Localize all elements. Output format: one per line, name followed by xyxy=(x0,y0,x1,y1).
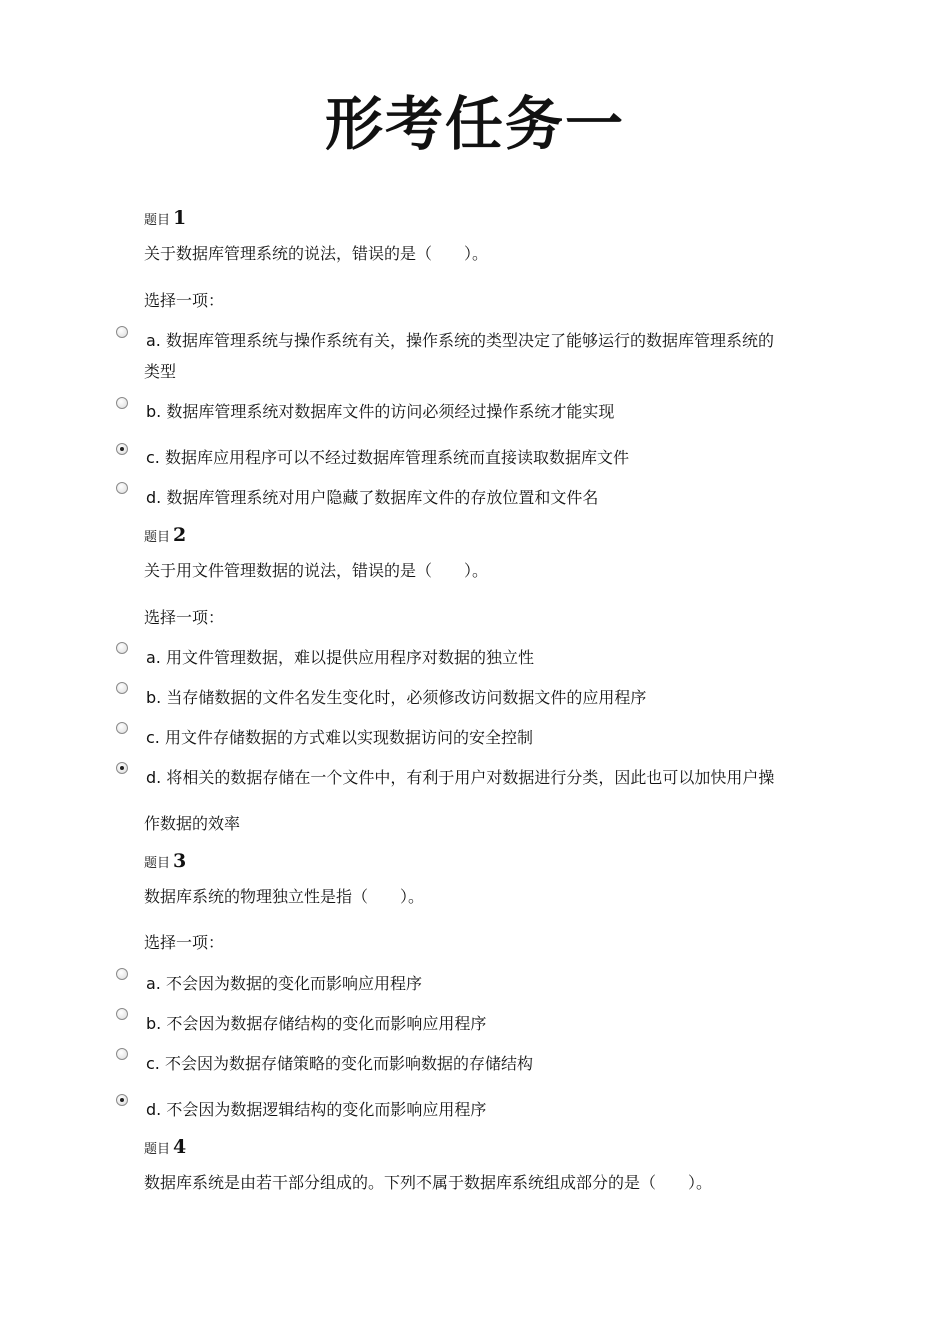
option-q1-a-continued[interactable]: 类型 xyxy=(144,362,177,381)
radio-q1-a[interactable] xyxy=(116,326,128,338)
question-header-2 xyxy=(144,524,186,546)
option-q3-b[interactable]: b. 不会因为数据存储结构的变化而影响应用程序 xyxy=(146,1014,487,1033)
question-text-1: 关于数据库管理系统的说法，错误的是（ ）。 xyxy=(144,244,489,263)
question-number: 2 xyxy=(173,524,187,546)
option-q2-d-continued[interactable]: 作数据的效率 xyxy=(144,814,241,833)
question-label: 题目 xyxy=(144,1142,171,1157)
radio-q2-a[interactable] xyxy=(116,642,128,654)
question-number: 1 xyxy=(173,207,187,229)
option-q3-c[interactable]: c. 不会因为数据存储策略的变化而影响数据的存储结构 xyxy=(146,1054,533,1073)
question-text-4: 数据库系统是由若干部分组成的。下列不属于数据库系统组成部分的是（ ）。 xyxy=(144,1173,713,1192)
question-number: 4 xyxy=(173,1136,187,1158)
radio-q3-b[interactable] xyxy=(116,1008,128,1020)
option-q2-b[interactable]: b. 当存储数据的文件名发生变化时，必须修改访问数据文件的应用程序 xyxy=(146,688,647,707)
option-q1-a[interactable]: a. 数据库管理系统与操作系统有关，操作系统的类型决定了能够运行的数据库管理系统的 xyxy=(146,331,774,350)
question-header-1 xyxy=(144,207,186,229)
radio-q2-c[interactable] xyxy=(116,722,128,734)
radio-q2-b[interactable] xyxy=(116,682,128,694)
radio-q3-c[interactable] xyxy=(116,1048,128,1060)
option-q1-c[interactable]: c. 数据库应用程序可以不经过数据库管理系统而直接读取数据库文件 xyxy=(146,448,629,467)
choose-one-label: 选择一项： xyxy=(144,608,225,627)
radio-q1-c[interactable] xyxy=(116,443,128,455)
question-label: 题目 xyxy=(144,530,171,545)
option-q1-d[interactable]: d. 数据库管理系统对用户隐藏了数据库文件的存放位置和文件名 xyxy=(146,488,599,507)
choose-one-label: 选择一项： xyxy=(144,933,225,952)
page-title: 形考任务一 xyxy=(324,90,625,158)
radio-q2-d[interactable] xyxy=(116,762,128,774)
radio-q1-b[interactable] xyxy=(116,397,128,409)
option-q2-c[interactable]: c. 用文件存储数据的方式难以实现数据访问的安全控制 xyxy=(146,728,533,747)
question-label: 题目 xyxy=(144,856,171,871)
question-text-2: 关于用文件管理数据的说法，错误的是（ ）。 xyxy=(144,561,489,580)
option-q3-d[interactable]: d. 不会因为数据逻辑结构的变化而影响应用程序 xyxy=(146,1100,487,1119)
option-q3-a[interactable]: a. 不会因为数据的变化而影响应用程序 xyxy=(146,974,422,993)
question-text-3: 数据库系统的物理独立性是指（ ）。 xyxy=(144,887,425,906)
choose-one-label: 选择一项： xyxy=(144,291,225,310)
question-number: 3 xyxy=(173,850,187,872)
radio-q1-d[interactable] xyxy=(116,482,128,494)
radio-q3-a[interactable] xyxy=(116,968,128,980)
option-q2-d[interactable]: d. 将相关的数据存储在一个文件中，有利于用户对数据进行分类，因此也可以加快用户操 xyxy=(146,768,775,787)
radio-q3-d[interactable] xyxy=(116,1094,128,1106)
option-q1-b[interactable]: b. 数据库管理系统对数据库文件的访问必须经过操作系统才能实现 xyxy=(146,402,615,421)
option-q2-a[interactable]: a. 用文件管理数据，难以提供应用程序对数据的独立性 xyxy=(146,648,534,667)
question-label: 题目 xyxy=(144,213,171,228)
question-header-4 xyxy=(144,1136,186,1158)
question-header-3 xyxy=(144,850,186,872)
